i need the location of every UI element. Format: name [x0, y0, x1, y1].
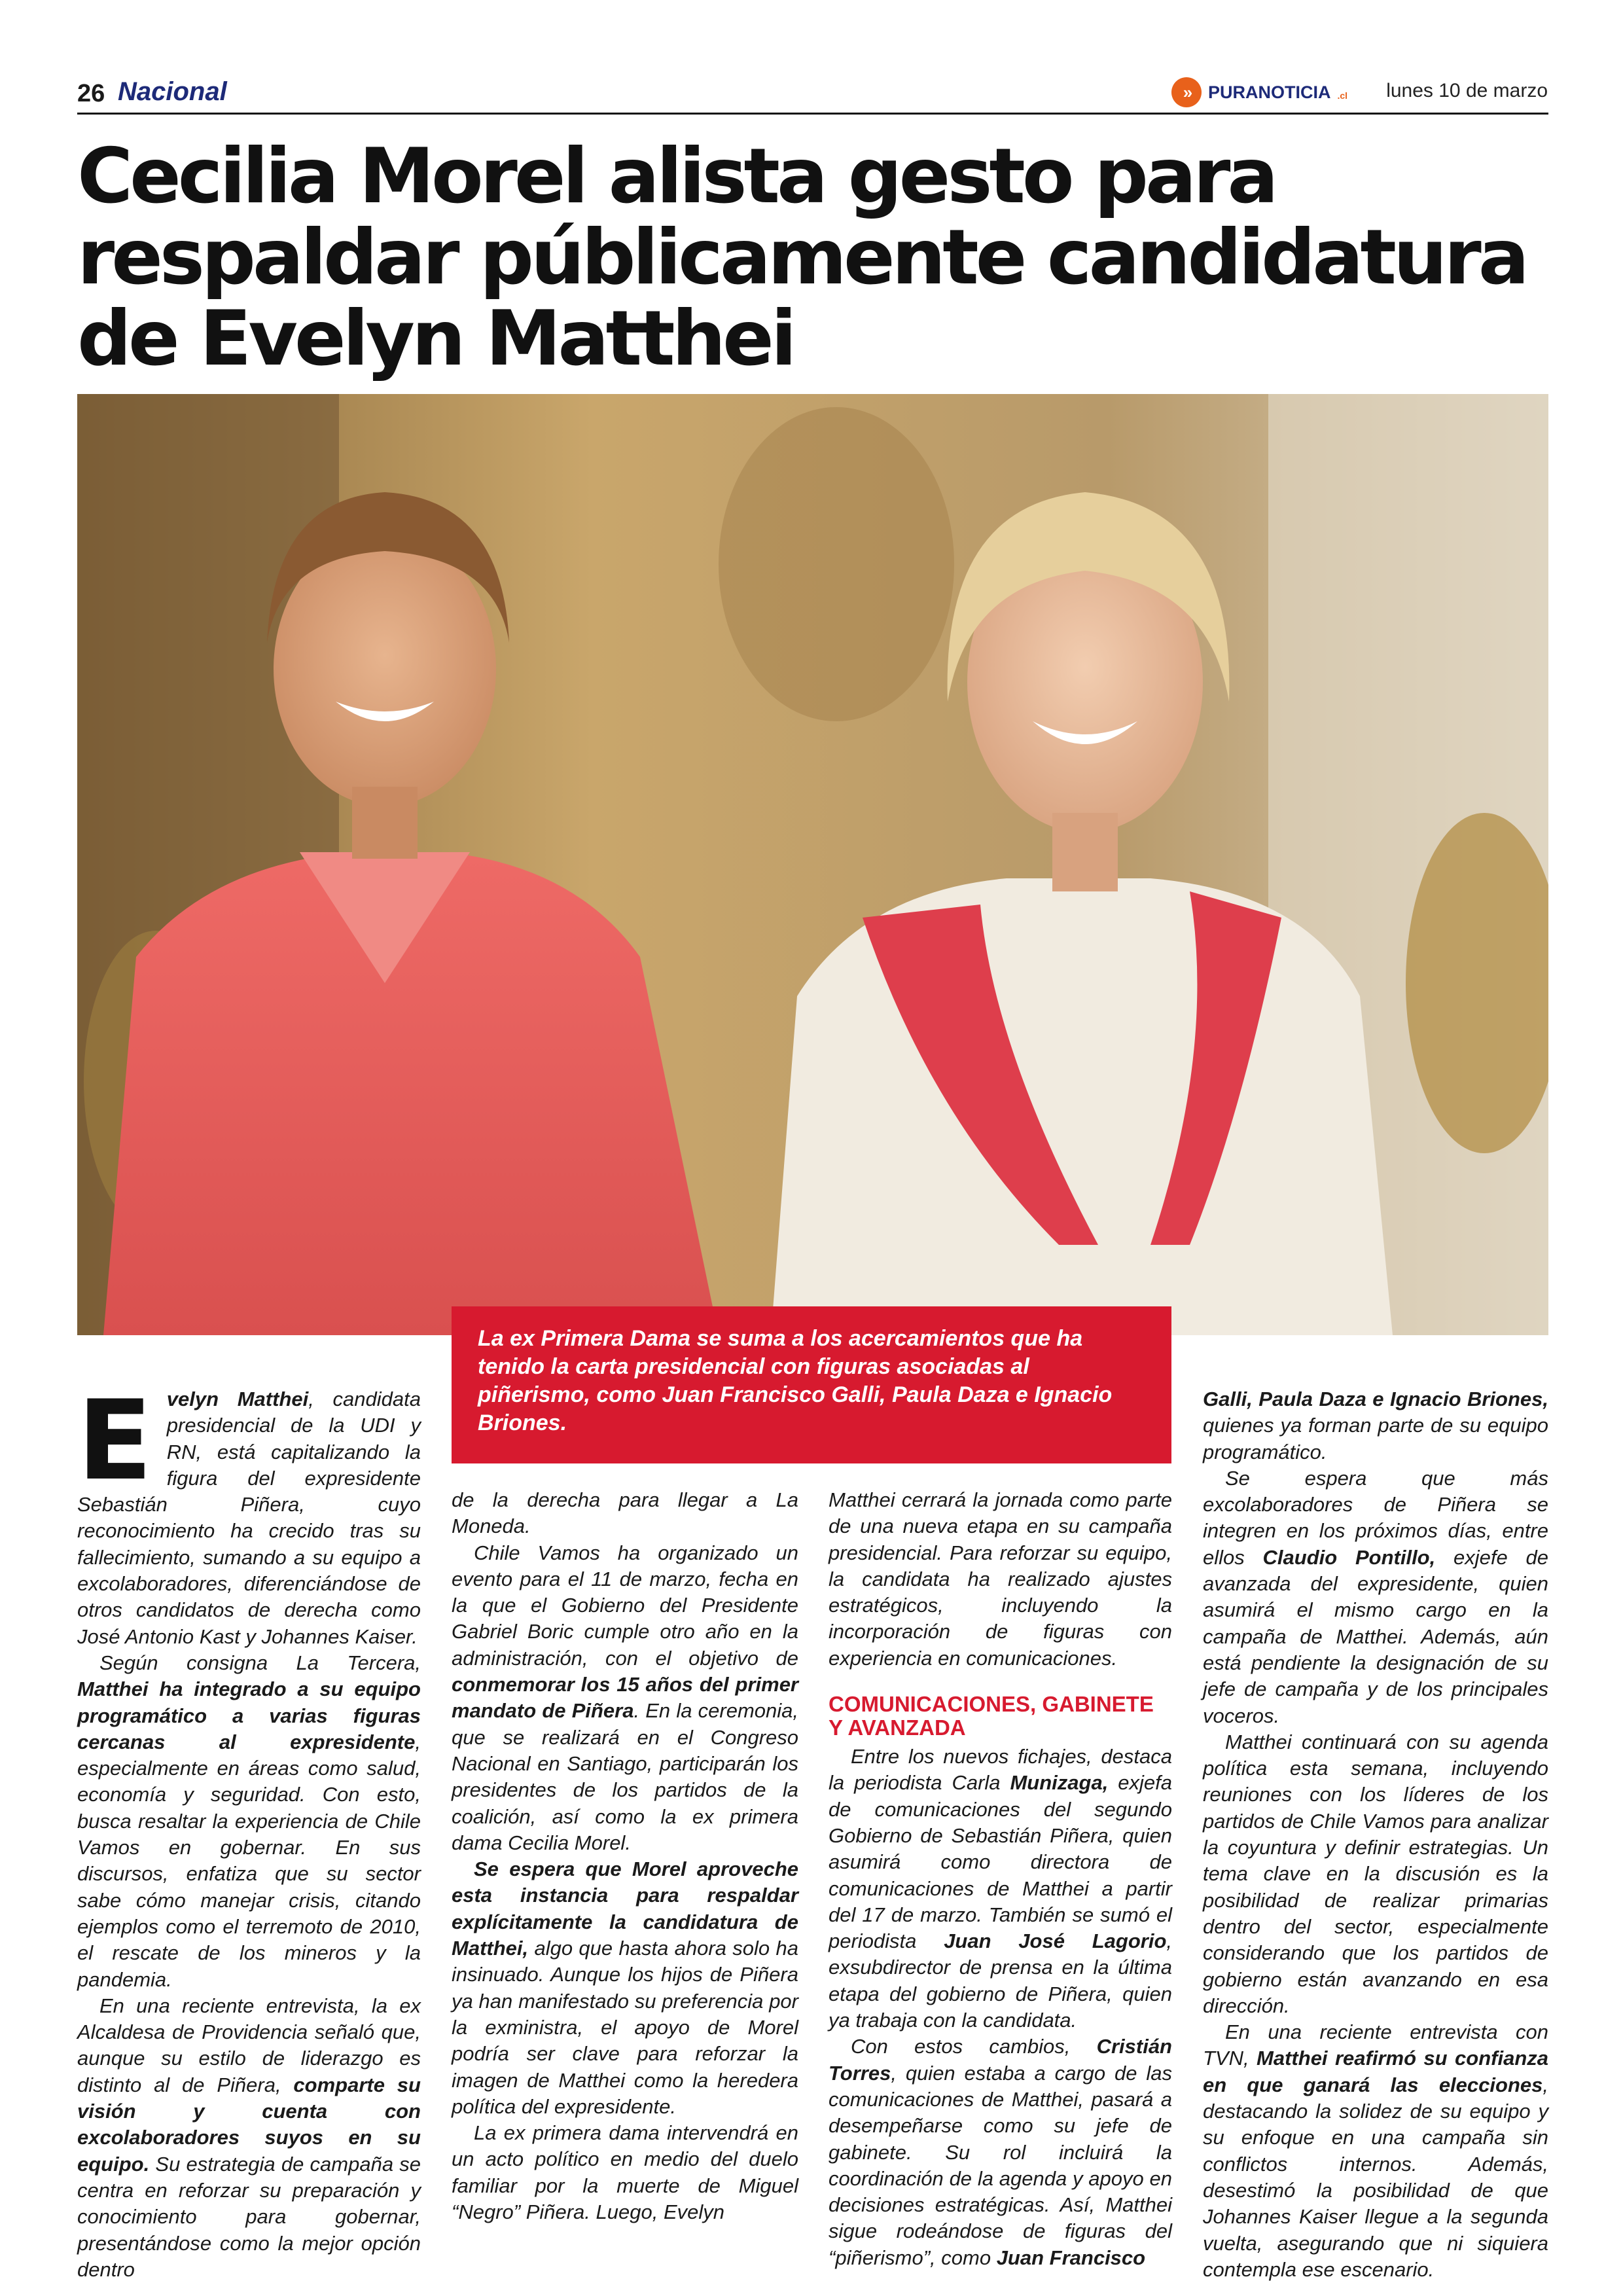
- page-number: 26: [77, 80, 105, 107]
- paragraph: de la derecha para llegar a La Moneda.: [452, 1488, 798, 1538]
- drop-cap: E: [77, 1376, 152, 1505]
- section-subhead: COMUNICACIONES, GABINETE Y AVANZADA: [829, 1692, 1154, 1740]
- issue-date: lunes 10 de marzo: [1386, 80, 1548, 101]
- headline-line: de Evelyn Matthei: [77, 295, 794, 383]
- brand-suffix: .cl: [1337, 90, 1348, 101]
- header-divider: [77, 113, 1548, 115]
- section-label: Nacional: [118, 77, 227, 106]
- article-column-2: [452, 1487, 798, 2225]
- headline: [77, 132, 1556, 383]
- brand-name: PURANOTICIA: [1208, 82, 1331, 102]
- article-column-3: [829, 1487, 1172, 2271]
- paragraph: Se espera que más excolaboradores de Piñera se integren en los próximos días, entre ellos Claudio Pontillo, exjefe de avanzada del expresidente, quien asumirá el mismo cargo en la campaña de Matthei. Además, aún está pendiente la designación de su jefe de campaña y de los principales voceros.: [1203, 1466, 1548, 1727]
- paragraph: Galli, Paula Daza e Ignacio Briones, quienes ya forman parte de su equipo programático.: [1203, 1388, 1548, 1463]
- paragraph: Evelyn Matthei, candidata presidencial de la UDI y RN, está capitalizando la figura del expresidente Sebastián Piñera, cuyo reconocimiento ha crecido tras su fallecimiento, sumando a su equipo a excolaboradores, diferenciándose de otros candidatos de derecha como José Antonio Kast y Johannes Kaiser.: [77, 1376, 421, 1648]
- photo-caption: La ex Primera Dama se suma a los acercamientos que ha tenido la carta presidencial con figuras asociadas al piñerismo, como Juan Francisco Galli, Paula Daza e Ignacio Briones.: [452, 1306, 1171, 1463]
- paragraph: Según consigna La Tercera, Matthei ha integrado a su equipo programático a varias figuras cercanas al expresidente, especialmente en áreas como salud, economía y seguridad. Con esto, busca resaltar la experiencia de Chile Vamos en gobernar. En sus discursos, enfatiza que su sector sabe cómo manejar crisis, citando ejemplos como el terremoto de 2010, el rescate de los mineros y la pandemia.: [77, 1651, 421, 1991]
- headline-line: Cecilia Morel alista gesto para: [77, 132, 1275, 221]
- paragraph: Matthei cerrará la jornada como parte de una nueva etapa en su campaña presidencial. Para reforzar su equipo, la candidata ha realizado ajustes estratégicos, incluyendo la incorporación de figuras con experiencia en comunicaciones.: [829, 1488, 1172, 1670]
- paragraph: Se espera que Morel aproveche esta instancia para respaldar explícitamente la candidatura de Matthei, algo que hasta ahora solo ha insinuado. Aunque los hijos de Piñera ya han manifestado su preferencia por la exministra, el apoyo de Morel podría ser clave para reforzar la imagen de Matthei como la heredera política del expresidente.: [452, 1857, 798, 2118]
- article-column-4: [1203, 1386, 1548, 2283]
- paragraph: En una reciente entrevista con TVN, Matthei reafirmó su confianza en que ganará las elecciones, destacando la solidez de su equipo y su enfoque en una campaña sin conflictos internos. Además, desestimó la posibilidad de que Johannes Kaiser llegue a la segunda vuelta, asegurando que ni siquiera contempla ese escenario.: [1203, 2020, 1548, 2281]
- paragraph: Chile Vamos ha organizado un evento para el 11 de marzo, fecha en la que el Gobierno del Presidente Gabriel Boric cumple otro año en la administración, con el objetivo de conmemorar los 15 años del primer mandato de Piñera. En la ceremonia, que se realizará en el Congreso Nacional en Santiago, participarán los presidentes de los partidos de la coalición, así como la ex primera dama Cecilia Morel.: [452, 1541, 798, 1854]
- paragraph: En una reciente entrevista, la ex Alcaldesa de Providencia señaló que, aunque su estilo de liderazgo es distinto al de Piñera, comparte su visión y cuenta con excolaboradores suyos en su equipo. Su estrategia de campaña se centra en reforzar su preparación y conocimiento para gobernar, presentándose como la mejor opción dentro: [77, 1994, 421, 2281]
- article-column-1: [77, 1376, 421, 2283]
- article-photo: [77, 394, 1548, 1335]
- paragraph: La ex primera dama intervendrá en un acto político en medio del duelo familiar por la muerte de Miguel “Negro” Piñera. Luego, Evelyn: [452, 2121, 798, 2224]
- brand-arrows-icon: »: [1171, 77, 1202, 107]
- paragraph: Matthei continuará con su agenda política esta semana, incluyendo reuniones con los líderes de los partidos de Chile Vamos para analizar la coyuntura y definir estrategias. Un tema clave en la discusión es la posibilidad de realizar primarias dentro del sector, especialmente considerando que los partidos de gobierno están avanzando en esa dirección.: [1203, 1730, 1548, 2017]
- paragraph: Con estos cambios, Cristián Torres, quien estaba a cargo de las comunicaciones de Matthei, pasará a desempeñarse como su jefe de gabinete. Su rol incluirá la coordinación de la agenda y apoyo en decisiones estratégicas. Así, Matthei sigue rodeándose de figuras del “piñerismo”, como Juan Francisco: [829, 2035, 1172, 2269]
- paragraph: Entre los nuevos fichajes, destaca la periodista Carla Munizaga, exjefa de comunicaciones del segundo Gobierno de Sebastián Piñera, quien asumirá como directora de comunicaciones de Matthei a partir del 17 de marzo. También se sumó el periodista Juan José Lagorio, exsubdirector de prensa en la última etapa del gobierno de Piñera, quien ya trabaja con la candidata.: [829, 1745, 1173, 2032]
- brand-logo[interactable]: [1171, 77, 1347, 107]
- headline-line: respaldar públicamente candidatura: [77, 213, 1527, 302]
